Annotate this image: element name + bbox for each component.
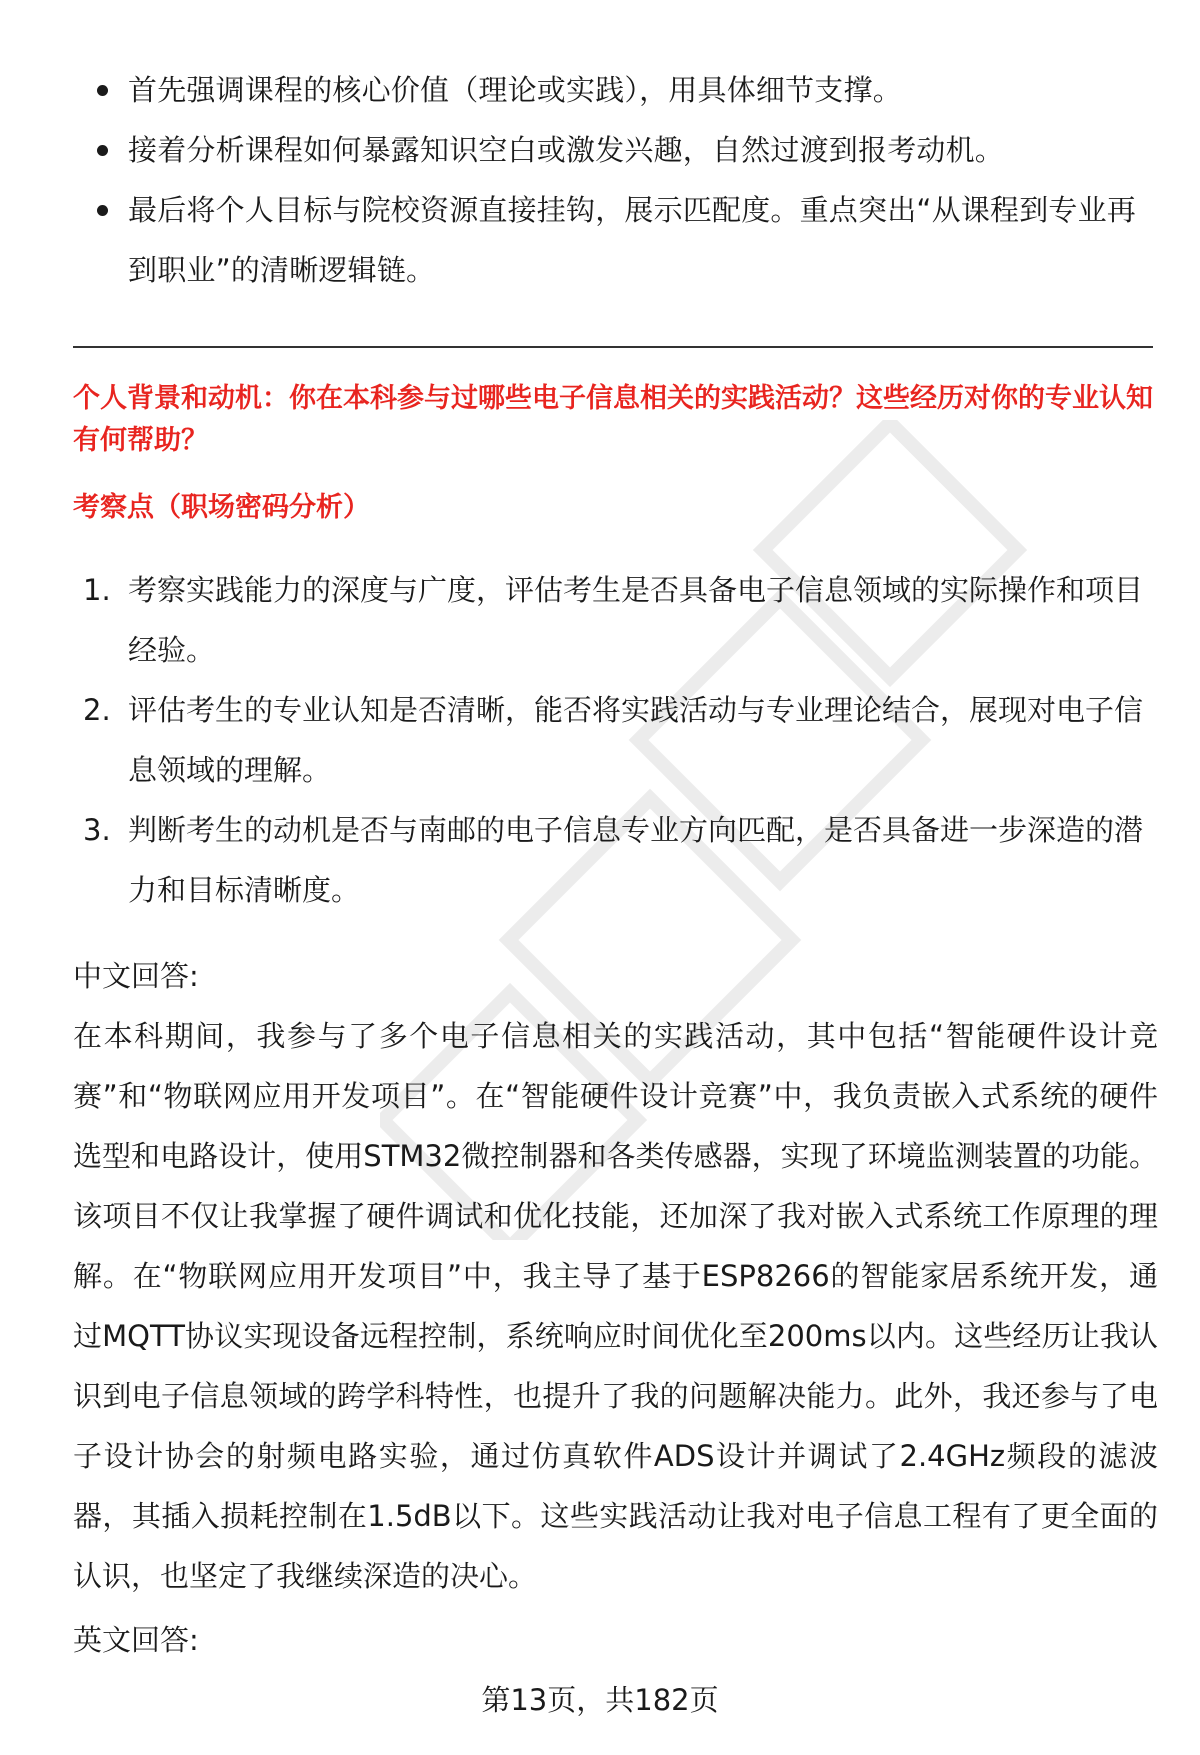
list-item: [73, 680, 1153, 800]
list-item: [73, 560, 1153, 680]
list-item-text: 最后将个人目标与院校资源直接挂钩，展示匹配度。重点突出“从课程到专业再到职业”的清晰逻辑链。: [128, 193, 1137, 287]
assessment-points-list: [73, 560, 1153, 920]
section-title: 考察点（职场密码分析）: [73, 492, 370, 523]
list-item: [73, 180, 1153, 300]
list-item: [73, 60, 1153, 120]
bullet-icon: [97, 205, 108, 216]
previous-section: [73, 60, 1153, 300]
english-answer-label: 英文回答:: [73, 1623, 199, 1657]
list-item-text: 接着分析课程如何暴露知识空白或激发兴趣，自然过渡到报考动机。: [128, 133, 1005, 167]
list-item-number: 1.: [83, 573, 111, 607]
chinese-answer-label: 中文回答:: [73, 959, 199, 993]
bullet-icon: [97, 145, 108, 156]
list-item-text: 评估考生的专业认知是否清晰，能否将实践活动与专业理论结合，展现对电子信息领域的理解。: [128, 693, 1144, 787]
list-item: [73, 120, 1153, 180]
list-item-text: 判断考生的动机是否与南邮的电子信息专业方向匹配，是否具备进一步深造的潜力和目标清晰度。: [128, 813, 1144, 907]
list-item-text: 考察实践能力的深度与广度，评估考生是否具备电子信息领域的实际操作和项目经验。: [128, 573, 1144, 667]
question-heading: 个人背景和动机：你在本科参与过哪些电子信息相关的实践活动？这些经历对你的专业认知有何帮助？: [73, 383, 1153, 456]
list-item-text: 首先强调课程的核心价值（理论或实践），用具体细节支撑。: [128, 73, 902, 107]
chinese-answer-text: 在本科期间，我参与了多个电子信息相关的实践活动，其中包括“智能硬件设计竞赛”和“物联网应用开发项目”。在“智能硬件设计竞赛”中，我负责嵌入式系统的硬件选型和电路设计，使用STM32微控制器和各类传感器，实现了环境监测装置的功能。该项目不仅让我掌握了硬件调试和优化技能，还加深了我对嵌入式系统工作原理的理解。在“物联网应用开发项目”中，我主导了基于ESP8266的智能家居系统开发，通过MQTT协议实现设备远程控制，系统响应时间优化至200ms以内。这些经历让我认识到电子信息领域的跨学科特性，也提升了我的问题解决能力。此外，我还参与了电子设计协会的射频电路实验，通过仿真软件ADS设计并调试了2.4GHz频段的滤波器，其插入损耗控制在1.5dB以下。这些实践活动让我对电子信息工程有了更全面的认识，也坚定了我继续深造的决心。: [73, 1019, 1158, 1593]
list-item-number: 2.: [83, 693, 111, 727]
list-item: [73, 800, 1153, 920]
section-divider: [73, 346, 1153, 348]
bullet-icon: [97, 85, 108, 96]
page-number: 第13页，共182页: [481, 1683, 719, 1717]
tips-list: [73, 60, 1153, 300]
list-item-number: 3.: [83, 813, 111, 847]
